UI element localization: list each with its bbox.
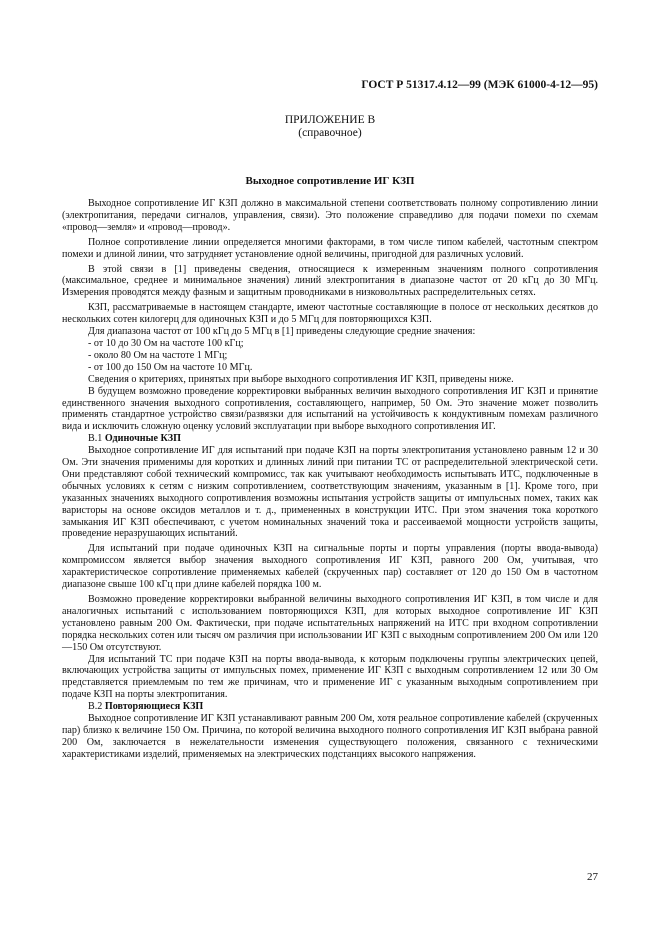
paragraph: В будущем возможно проведение корректировки выбранных величин выходного сопротивления ИГ КЗП и принятие единственного значения выходного сопротивления, составляющего, например, 50 Ом. Это значение может позволить применять стандартное устройство связи/развязки для испытаний на устойчивость к кондуктивным помехам различного вида и исключить сложную оценку условий эксплуатации при выборе выходного сопротивления ИГ. [62, 385, 598, 433]
paragraph: Выходное сопротивление ИГ КЗП устанавливают равным 200 Ом, хотя реальное сопротивление кабелей (скрученных пар) близко к величине 150 Ом. Причина, по которой величина выходного полного сопротивления ИГ КЗП выбрана равной 200 Ом, заключается в нежелательности изменения существующего положения, связанного с техническими характеристиками изделий, применяемых на электрических подстанциях высокого напряжения. [62, 713, 598, 760]
paragraph: Полное сопротивление линии определяется многими факторами, в том числе типом кабелей, частотным спектром помехи и длиной линии, что затрудняет установление одной величины, пригодной для различных условий. [62, 236, 598, 260]
list-item: - от 100 до 150 Ом на частоте 10 МГц. [88, 361, 253, 373]
paragraph: КЗП, рассматриваемые в настоящем стандарте, имеют частотные составляющие в полосе от нескольких десятков до нескольких сотен килогерц для одиночных КЗП и до 5 МГц для повторяющихся КЗП. [62, 302, 598, 326]
paragraph: Сведения о критериях, принятых при выборе выходного сопротивления ИГ КЗП, приведены ниже. [88, 373, 514, 385]
subsection-number: В.1 [88, 433, 103, 445]
appendix-subtitle: (справочное) [298, 127, 362, 139]
paragraph: Возможно проведение корректировки выбранной величины выходного сопротивления ИГ КЗП, в том числе и для аналогичных испытаний с использованием повторяющихся КЗП, для которых выходное сопротивление ИГ КЗП установлено равным 200 Ом. Фактически, при подаче испытательных напряжений на ИТС при входном сопротивлении порядка нескольких сотен или тысяч ом различия при использовании ИГ КЗП с выходным сопротивлением 200 Ом или 120—150 Ом отсутствуют. [62, 594, 598, 653]
paragraph: Для испытаний ТС при подаче КЗП на порты ввода-вывода, к которым подключены группы электрических цепей, включающих устройства защиты от импульсных помех, применение ИГ КЗП с выходным сопротивлением 12 или 30 Ом представляется приемлемым по тем же причинам, что и применение ИГ с указанным выходным сопротивлением при подаче КЗП на порты электропитания. [62, 653, 598, 701]
section-title: Выходное сопротивление ИГ КЗП [245, 175, 415, 187]
paragraph: Выходное сопротивление ИГ КЗП должно в максимальной степени соответствовать полному сопротивлению линии (электропитания, передачи сигналов, управления, связи). Это положение справедливо для подачи помехи по схемам «провод—земля» и «провод—провод». [62, 198, 598, 233]
document-body [62, 198, 598, 761]
subsection-title: Повторяющиеся КЗП [104, 701, 204, 713]
subsection-heading-2 [62, 701, 598, 713]
subsection-number: В.2 [88, 701, 103, 713]
paragraph: Для испытаний при подаче одиночных КЗП на сигнальные порты и порты управления (порты ввода-вывода) компромиссом является выбор значения выходного сопротивления ИГ КЗП, равного 200 Ом, учитывая, что характеристическое сопротивление применяемых кабелей (скрученных пар) составляет от 120 до 150 Ом в частотном диапазоне свыше 100 кГц при длине кабелей порядка 100 м. [62, 543, 598, 591]
subsection-heading-1 [62, 433, 598, 445]
appendix-heading [62, 114, 598, 140]
list-item: - от 10 до 30 Ом на частоте 100 кГц; [88, 337, 244, 349]
appendix-title: ПРИЛОЖЕНИЕ В [284, 114, 376, 126]
page-number: 27 [587, 871, 598, 883]
standard-header: ГОСТ Р 51317.4.12—99 (МЭК 61000-4-12—95) [361, 79, 598, 91]
subsection-title: Одиночные КЗП [104, 433, 181, 445]
paragraph: Для диапазона частот от 100 кГц до 5 МГц в [1] приведены следующие средние значения: [88, 326, 476, 338]
paragraph: Выходное сопротивление ИГ для испытаний при подаче КЗП на порты электропитания установлено равным 12 и 30 Ом. Эти значения применимы для коротких и длинных линий при питании ТС от распределительной электрической сети. Они представляют собой технический компромисс, так как учитывают необходимость испытывать ИТС, подключенные в обычных условиях к сетям с низким сопротивлением, соответствующим значениям, указанным в [1]. Кроме того, при указанных значениях выходного сопротивления возможны испытания устройств защиты от импульсных помех, таких как варисторы на основе оксидов металлов и т. д., примененных в конструкции ИТС. При этом значения тока короткого замыкания ИГ КЗП обеспечивают, с учетом номинальных значений тока и рассеиваемой мощности устройств защиты, проведение неразрушающих испытаний. [62, 445, 598, 540]
list-item: - около 80 Ом на частоте 1 МГц; [88, 349, 228, 361]
paragraph: В этой связи в [1] приведены сведения, относящиеся к измеренным значениям полного сопротивления (максимальное, среднее и минимальное значения) линий электропитания в диапазоне частот от 20 кГц до 30 МГц. Измерения проводятся между фазным и защитным проводниками в низковольтных распределительных сетях. [62, 263, 598, 299]
